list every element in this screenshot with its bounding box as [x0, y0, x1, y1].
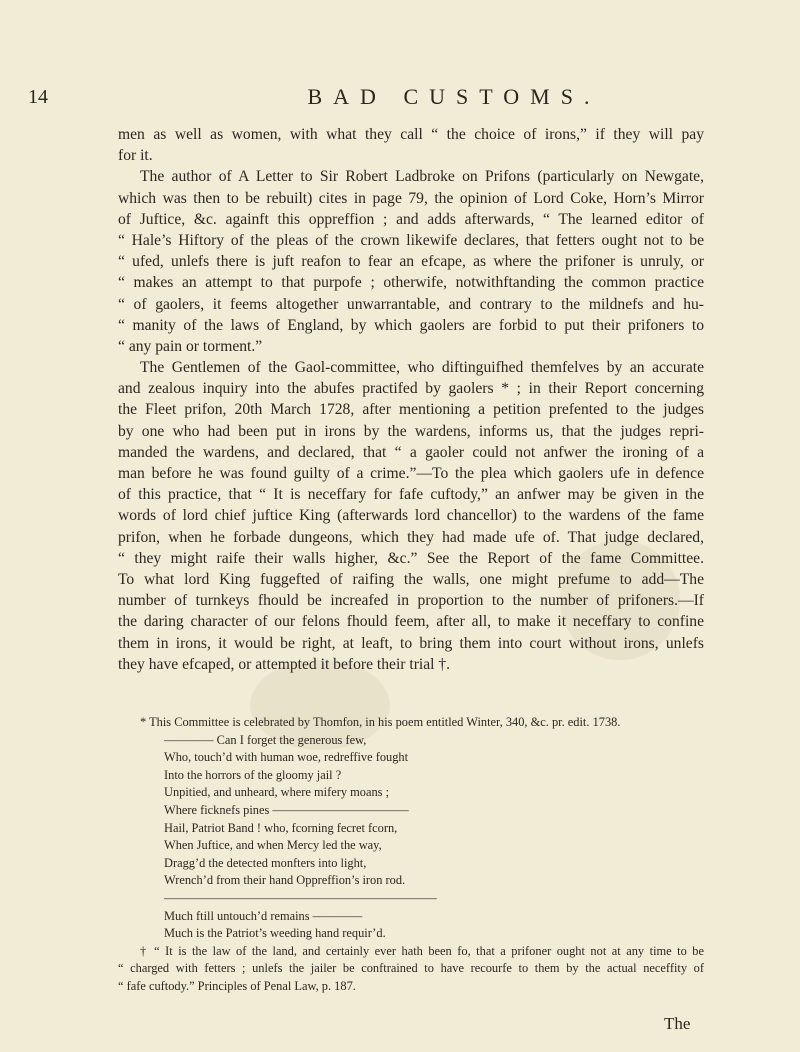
- footnote-line: Wrench’d from their hand Oppreffion’s iron rod.: [164, 873, 406, 888]
- footnote-line: † “ It is the law of the land, and certainly ever hath been fo, that a prifoner ought not at any time to be: [140, 943, 704, 958]
- footnote-line: Dragg’d the detected monfters into light,: [164, 855, 367, 870]
- text-line: To what lord King fuggefted of raifing the walls, one might prefume to add—The: [118, 570, 704, 588]
- page-header: [28, 86, 760, 112]
- footnote-line: Who, touch’d with human woe, redreffive fought: [164, 750, 409, 765]
- footnote-line: When Juftice, and when Mercy led the way,: [164, 838, 382, 853]
- footnote-line: * This Committee is celebrated by Thomfon, in his poem entitled Winter, 340, &c. pr. edit. 1738.: [140, 715, 621, 729]
- text-line: “ any pain or torment.”: [118, 337, 263, 355]
- text-line: of this practice, that “ It is neceffary for fafe cuftody,” an anfwer may be given in the: [118, 486, 704, 504]
- footnote-line: Where ficknefs pines ———————————: [164, 802, 409, 817]
- catchword: The: [664, 1014, 691, 1033]
- text-line: prifon, when he forbade dungeons, which they had made ufe of. That judge declared,: [118, 528, 704, 546]
- text-line: for it.: [118, 147, 153, 165]
- footnote-line: Unpitied, and unheard, where mifery moans ;: [164, 785, 390, 800]
- text-line: of Juftice, &c. againft this oppreffion ; and adds afterwards, “ The learned editor of: [118, 210, 704, 228]
- text-line: “ ufed, unlefs there is juft reafon to fear an efcape, as where the prifoner is unruly, or: [118, 253, 704, 271]
- text-line: The author of A Letter to Sir Robert Ladbroke on Prifons (particularly on Newgate,: [140, 168, 704, 186]
- footnote-line: “ fafe cuftody.” Principles of Penal Law, p. 187.: [118, 978, 356, 993]
- text-line: man before he was found guilty of a crime.”—To the plea which gaolers ufe in defence: [118, 465, 704, 482]
- running-title: BAD CUSTOMS.: [307, 84, 601, 109]
- footnote-line: ———— Can I forget the generous few,: [164, 732, 367, 747]
- text-line: number of turnkeys fhould be increafed in proportion to the number of prifoners.—If: [118, 592, 704, 610]
- text-line: the Fleet prifon, 20th March 1728, after mentioning a petition prefented to the judges: [118, 401, 704, 419]
- text-line: they have efcaped, or attempted it before their trial †.: [118, 655, 451, 673]
- text-line: by one who had been put in irons by the wardens, informs us, that the judges repri-: [118, 422, 704, 440]
- text-line: them in irons, it would be right, at leaft, to bring them into court without irons, unlefs: [118, 634, 704, 652]
- main-text: [118, 124, 704, 675]
- text-line: “ manity of the laws of England, by which gaolers are forbid to put their prifoners to: [118, 316, 704, 334]
- footnote-line: Hail, Patriot Band ! who, fcorning fecret fcorn,: [164, 820, 398, 835]
- text-line: men as well as women, with what they call “ the choice of irons,” if they will pay: [118, 126, 704, 143]
- text-line: The Gentlemen of the Gaol-committee, who diftinguifhed themfelves by an accurate: [140, 359, 704, 377]
- text-line: “ Hale’s Hiftory of the pleas of the crown likewife declares, that fetters ought not to be: [118, 231, 704, 249]
- footnote-line: Much is the Patriot’s weeding hand requir’d.: [164, 926, 386, 941]
- text-line: which was then to be rebuilt) cites in page 79, the opinion of Lord Coke, Horn’s Mirror: [118, 189, 704, 207]
- text-line: words of lord chief juftice King (afterwards lord chancellor) to the wardens of the fame: [118, 507, 704, 525]
- footnote-line: Much ftill untouch’d remains ————: [164, 908, 363, 923]
- text-line: “ of gaolers, it feems altogether unwarrantable, and contrary to the mildnefs and hu-: [118, 295, 704, 313]
- text-line: manded the wardens, and declared, that “ a gaoler could not anfwer the ironing of a: [118, 443, 704, 461]
- footnotes: [118, 714, 704, 996]
- footnote-line: ——————————————————————: [164, 890, 437, 905]
- footnote-line: “ charged with fetters ; unlefs the jailer be conftrained to have recourfe to them by the actual neceffity of: [118, 961, 704, 976]
- text-line: and zealous inquiry into the abufes practifed by gaolers * ; in their Report concerning: [118, 380, 704, 398]
- text-line: “ makes an attempt to that purpofe ; otherwife, notwithftanding the common practice: [118, 274, 704, 292]
- footnote-line: Into the horrors of the gloomy jail ?: [164, 767, 342, 782]
- text-line: “ they might raife their walls higher, &c.” See the Report of the fame Committee.: [118, 549, 704, 567]
- page-number: 14: [28, 86, 48, 108]
- text-line: the daring character of our felons fhould feem, after all, to make it neceffary to confine: [118, 613, 704, 631]
